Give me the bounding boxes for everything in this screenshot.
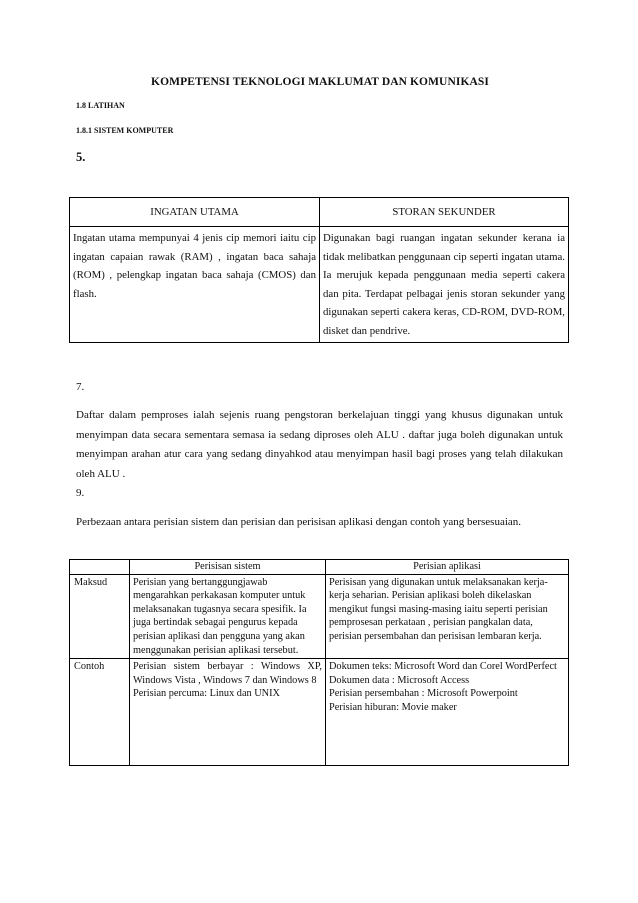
header-perisian-aplikasi: Perisian aplikasi (326, 560, 569, 575)
cell-contoh-aplikasi (326, 659, 569, 766)
cell-maksud-aplikasi: Perisisan yang digunakan untuk melaksanakan kerja-kerja seharian. Perisian aplikasi boleh dikelaskan mengikut fungsi masing-masing iaitu seperti perisian pemprosesan perkataan , perisian pangkalan data, perisian persembahan dan perisisan lembaran kerja. (326, 574, 569, 659)
software-comparison-table (69, 559, 569, 766)
subsection-heading: 1.8.1 SISTEM KOMPUTER (76, 126, 174, 135)
cell-maksud-sistem: Perisian yang bertanggungjawab mengarahkan perkakasan komputer untuk melaksanakan tugasnya secara spesifik. Ia juga bertindak sebagai pengurus kepada perisian aplikasi dan pengguna yang akan menggunakan perisian aplikasi tersebut. (130, 574, 326, 659)
memory-comparison-table (69, 197, 569, 343)
contoh-aplikasi-line: Perisian hiburan: Movie maker (329, 701, 457, 713)
question-5-number: 5. (76, 150, 86, 164)
table-row (70, 227, 569, 343)
table-header-row (70, 198, 569, 227)
header-ingatan-utama: INGATAN UTAMA (70, 198, 320, 227)
cell-storan-sekunder: Digunakan bagi ruangan ingatan sekunder kerana ia tidak melibatkan penggunaan cip seperti ingatan utama. Ia merujuk kepada penggunaan media seperti cakera dan pita. Terdapat pelbagai jenis storan sekunder yang digunakan seperti cakera keras, CD-ROM, DVD-ROM, disket dan pendrive. (320, 227, 569, 343)
section-heading: 1.8 LATIHAN (76, 101, 125, 110)
page-title: KOMPETENSI TEKNOLOGI MAKLUMAT DAN KOMUNIKASI (151, 76, 489, 88)
table-row-contoh (70, 659, 569, 766)
question-7-number: 7. (76, 381, 85, 393)
cell-ingatan-utama: Ingatan utama mempunyai 4 jenis cip memori iaitu cip ingatan capaian rawak (RAM) , ingatan baca sahaja (ROM) , pelengkap ingatan baca sahaja (CMOS) dan flash. (70, 227, 320, 343)
question-9-prompt: Perbezaan antara perisian sistem dan perisian dan perisisan aplikasi dengan contoh yang bersesuaian. (76, 516, 522, 528)
table-header-row (70, 560, 569, 575)
contoh-aplikasi-line: Perisian persembahan : Microsoft Powerpoint (329, 688, 518, 700)
row-label-contoh: Contoh (70, 659, 130, 766)
table-row-maksud (70, 574, 569, 659)
contoh-sistem-line: Perisian sistem berbayar : Windows XP, Windows Vista , Windows 7 dan Windows 8 (133, 661, 322, 686)
contoh-aplikasi-line: Dokumen teks: Microsoft Word dan Corel WordPerfect (329, 661, 557, 673)
header-empty (70, 560, 130, 575)
cell-contoh-sistem (130, 659, 326, 766)
question-7-answer: Daftar dalam pemproses ialah sejenis ruang pengstoran berkelajuan tinggi yang khusus digunakan untuk menyimpan data secara sementara semasa ia sedang diproses oleh ALU . daftar juga boleh digunakan untuk menyimpan arahan atur cara yang sedang dinyahkod atau menyimpan hasil bagi proses yang telah dilakukan oleh ALU . (76, 409, 563, 480)
contoh-sistem-line: Perisian percuma: Linux dan UNIX (133, 688, 280, 700)
contoh-aplikasi-line: Dokumen data : Microsoft Access (329, 674, 470, 686)
header-perisian-sistem: Perisisan sistem (130, 560, 326, 575)
question-9-number: 9. (76, 487, 85, 499)
header-storan-sekunder: STORAN SEKUNDER (320, 198, 569, 227)
row-label-maksud: Maksud (70, 574, 130, 659)
